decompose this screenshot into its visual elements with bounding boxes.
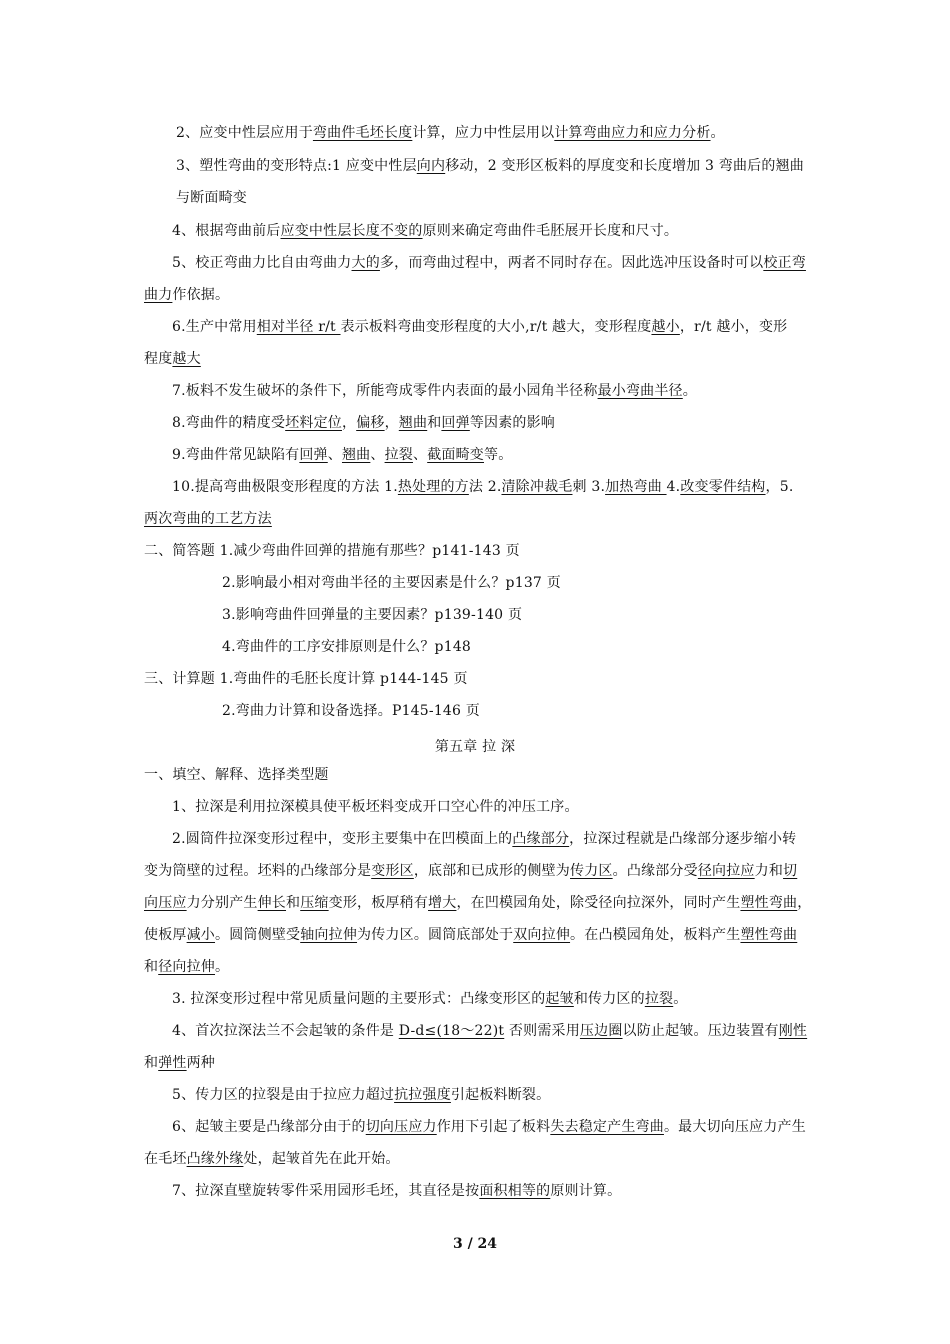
text-segment: 5、校正弯曲力比自由弯曲力: [172, 255, 352, 271]
text-line: [144, 542, 520, 560]
text-segment: 原则来确定弯曲件毛胚展开长度和尺寸。: [422, 223, 679, 239]
text-segment: 为传力区。圆筒底部处于: [357, 927, 514, 943]
text-segment: 6、起皱主要是凸缘部分由于的: [172, 1119, 366, 1135]
underlined-answer: 弹性: [158, 1055, 187, 1071]
text-segment: ，: [797, 895, 812, 911]
text-line: [172, 382, 697, 400]
text-segment: ，: [384, 415, 399, 431]
underlined-answer: 增大: [428, 895, 457, 911]
text-line: [144, 894, 811, 912]
underlined-answer: 塑性弯曲: [740, 895, 798, 911]
text-segment: 3、塑性弯曲的变形特点:1 应变中性层: [176, 158, 417, 174]
text-segment: 8.弯曲件的精度受: [172, 415, 286, 431]
underlined-answer: 减小: [186, 927, 216, 943]
underlined-answer: 切向压应力: [365, 1119, 437, 1135]
text-segment: 6.生产中常用: [172, 319, 257, 335]
text-line: [172, 446, 512, 464]
text-segment: 等因素的影响: [469, 415, 556, 431]
text-segment: 3. 拉深变形过程中常见质量问题的主要形式：凸缘变形区的: [172, 991, 546, 1007]
underlined-answer: 向内: [416, 158, 446, 174]
underlined-answer: 清除冲裁毛: [501, 479, 573, 495]
text-line: [172, 1086, 550, 1104]
text-segment: 多，而弯曲过程中，两者不同时存在。因此选冲压设备时可以: [379, 255, 764, 271]
text-segment: 力和: [754, 863, 784, 879]
text-segment: 4、首次拉深法兰不会起皱的条件是: [172, 1023, 399, 1039]
underlined-answer: 凸缘外缘: [186, 1151, 244, 1167]
text-segment: 3.影响弯曲件回弹量的主要因素？p139-140 页: [222, 607, 523, 623]
text-segment: 两种: [186, 1055, 216, 1071]
text-line: [144, 958, 229, 976]
text-segment: 9.弯曲件常见缺陷有: [172, 447, 300, 463]
text-segment: 引起板料断裂。: [450, 1087, 551, 1103]
text-line: [144, 286, 229, 304]
text-segment: 刺 3.: [572, 479, 606, 495]
underlined-answer: 计算弯曲应力和应力分析: [554, 125, 711, 141]
text-line: [144, 926, 797, 944]
text-segment: 。在凸模园角处，板料产生: [570, 927, 741, 943]
text-segment: 在毛坯: [144, 1151, 187, 1167]
underlined-answer: 径向拉伸: [158, 959, 216, 975]
text-segment: 作依据。: [172, 287, 230, 303]
text-segment: 1、拉深是利用拉深模具使平板坯料变成开口空心件的冲压工序。: [172, 799, 579, 815]
underlined-answer: 坯料定位: [285, 415, 342, 431]
underlined-answer: 越小: [651, 319, 680, 335]
text-segment: 否则需采用: [504, 1023, 580, 1039]
underlined-answer: 抗拉强度: [394, 1087, 451, 1103]
underlined-answer: 变形区: [371, 863, 414, 879]
text-segment: 和传力区的: [573, 991, 645, 1007]
text-segment: 。: [673, 991, 688, 1007]
underlined-answer: 切: [783, 863, 798, 879]
text-segment: 等。: [484, 447, 513, 463]
text-segment: 力分别产生: [186, 895, 258, 911]
text-line: [144, 1150, 400, 1168]
underlined-answer: 校正弯: [763, 255, 806, 271]
text-line: [172, 254, 806, 272]
text-line: [172, 798, 579, 816]
underlined-answer: 翘曲: [341, 447, 371, 463]
text-line: [144, 510, 272, 528]
underlined-answer: 轴向拉伸: [300, 927, 358, 943]
underlined-answer: 双向拉伸: [513, 927, 571, 943]
text-segment: 一、填空、解释、选择类型题: [144, 767, 329, 783]
text-segment: ，5.: [765, 479, 794, 495]
text-segment: 作用下引起了板料: [436, 1119, 551, 1135]
underlined-answer: 拉裂: [644, 991, 674, 1007]
underlined-answer: 回弹: [299, 447, 328, 463]
text-segment: 与断面畸变: [176, 190, 247, 206]
text-line: [172, 222, 678, 240]
text-line: [176, 157, 804, 175]
text-segment: 4.: [666, 479, 681, 495]
underlined-answer: 大的: [351, 255, 380, 271]
text-segment: 使板厚: [144, 927, 187, 943]
text-line: [144, 766, 329, 784]
text-line: [172, 414, 555, 432]
text-line: [172, 990, 687, 1008]
text-segment: 变形，板厚稍有: [328, 895, 429, 911]
underlined-answer: 向压应: [144, 895, 187, 911]
text-line: [172, 1118, 806, 1136]
text-segment: 。: [710, 125, 725, 141]
text-line: [222, 702, 480, 720]
text-segment: 4、根据弯曲前后: [172, 223, 281, 239]
text-segment: 和: [144, 1055, 159, 1071]
text-segment: 程度: [144, 351, 173, 367]
underlined-answer: 应变中性层长度不变的: [280, 223, 423, 239]
text-segment: 。: [682, 383, 697, 399]
underlined-answer: 凸缘部分: [512, 831, 570, 847]
text-line: [144, 1054, 215, 1072]
text-line: [144, 350, 201, 368]
text-segment: 2.影响最小相对弯曲半径的主要因素是什么？p137 页: [222, 575, 561, 591]
text-line: [176, 189, 247, 207]
text-line: [144, 862, 797, 880]
text-segment: 7.板料不发生破坏的条件下，所能弯成零件内表面的最小园角半径称: [172, 383, 598, 399]
text-segment: 。最大切向压应力产生: [663, 1119, 806, 1135]
underlined-answer: 偏移: [356, 415, 385, 431]
text-segment: 、: [327, 447, 342, 463]
text-segment: 处，起皱首先在此开始。: [243, 1151, 400, 1167]
underlined-answer: 伸长: [257, 895, 287, 911]
text-segment: 表示板料弯曲变形程度的大小,r/t 越大，变形程度: [340, 319, 652, 335]
underlined-answer: 传力区: [570, 863, 613, 879]
text-segment: 2.圆筒件拉深变形过程中，变形主要集中在凹模面上的: [172, 831, 513, 847]
text-segment: 和: [427, 415, 442, 431]
text-line: [172, 478, 793, 496]
text-segment: 。圆筒侧壁受: [215, 927, 301, 943]
text-line: [222, 574, 561, 592]
chapter-title: 第五章 拉 深: [434, 739, 516, 755]
underlined-answer: 加热弯曲: [605, 479, 667, 495]
text-segment: 变为筒壁的过程。坯料的凸缘部分是: [144, 863, 372, 879]
text-segment: 移动，2 变形区板料的厚度变和长度增加 3 弯曲后的翘曲: [445, 158, 804, 174]
text-segment: 和: [286, 895, 301, 911]
text-line: [176, 124, 725, 142]
underlined-answer: 翘曲: [398, 415, 428, 431]
text-segment: 法 2.: [468, 479, 502, 495]
underlined-answer: 拉裂: [384, 447, 413, 463]
underlined-answer: 压边圈: [579, 1023, 623, 1039]
text-segment: 、: [370, 447, 385, 463]
underlined-answer: 起皱: [545, 991, 574, 1007]
underlined-answer: 回弹: [441, 415, 470, 431]
text-segment: 10.提高弯曲极限变形程度的方法 1.: [172, 479, 398, 495]
text-segment: 原则计算。: [550, 1183, 622, 1199]
underlined-answer: 径向拉应: [697, 863, 755, 879]
text-segment: ，拉深过程就是凸缘部分逐步缩小转: [569, 831, 797, 847]
text-segment: 以防止起皱。压边装置有: [622, 1023, 779, 1039]
underlined-answer: 失去稳定产生弯曲: [550, 1119, 664, 1135]
text-line: [172, 1182, 621, 1200]
underlined-answer: 越大: [172, 351, 201, 367]
text-line: [172, 830, 796, 848]
underlined-answer: D-d≤(18～22)t: [398, 1023, 505, 1039]
underlined-answer: 面积相等的: [479, 1183, 551, 1199]
text-line: [144, 670, 468, 688]
text-segment: 二、简答题 1.减少弯曲件回弹的措施有那些？p141-143 页: [144, 543, 520, 559]
underlined-answer: 热处理的方: [397, 479, 469, 495]
underlined-answer: 两次弯曲的工艺方法: [144, 511, 272, 527]
text-segment: ，r/t 越小，变形: [679, 319, 788, 335]
underlined-answer: 相对半径 r/t: [256, 319, 341, 335]
text-segment: 7、拉深直壁旋转零件采用园形毛坯，其直径是按: [172, 1183, 480, 1199]
text-segment: ，在凹模园角处，除受径向拉深外，同时产生: [456, 895, 741, 911]
text-segment: 计算，应力中性层用以: [412, 125, 555, 141]
text-segment: 4.弯曲件的工序安排原则是什么？p148: [222, 639, 472, 655]
text-segment: ，: [341, 415, 357, 431]
text-segment: 2.弯曲力计算和设备选择。P145-146 页: [222, 703, 481, 719]
text-line: [172, 1022, 807, 1040]
underlined-answer: 曲力: [144, 287, 173, 303]
text-segment: ，底部和已成形的侧壁为: [413, 863, 571, 879]
text-segment: 5、传力区的拉裂是由于拉应力超过: [172, 1087, 395, 1103]
underlined-answer: 弯曲件毛坯长度: [312, 125, 413, 141]
text-segment: 。凸缘部分受: [612, 863, 698, 879]
text-segment: 和: [144, 959, 159, 975]
underlined-answer: 塑性弯曲: [740, 927, 798, 943]
text-line: [172, 318, 787, 336]
text-line: [222, 638, 471, 656]
underlined-answer: 最小弯曲半径: [597, 383, 683, 399]
text-segment: 、: [412, 447, 428, 463]
underlined-answer: 截面畸变: [427, 447, 484, 463]
underlined-answer: 刚性: [778, 1023, 808, 1039]
text-line: [222, 606, 522, 624]
underlined-answer: 压缩: [300, 895, 329, 911]
underlined-answer: 改变零件结构: [680, 479, 766, 495]
page-number: 3 / 24: [452, 1236, 498, 1252]
text-segment: 三、计算题 1.弯曲件的毛胚长度计算 p144-145 页: [144, 671, 468, 687]
text-segment: 2、应变中性层应用于: [176, 125, 313, 141]
text-segment: 。: [215, 959, 230, 975]
